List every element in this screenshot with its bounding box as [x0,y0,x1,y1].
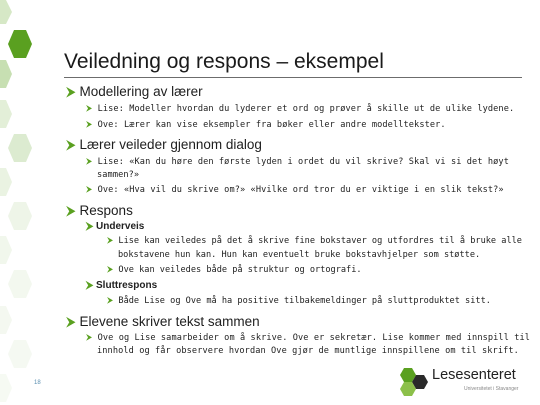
subsection-heading: Underveis [96,221,145,232]
page-number: 18 [34,380,41,386]
section-modellering [66,84,203,100]
list-item-text: Lise: «Kan du høre den første lyden i ordet du vil skrive? Skal vi si det høyt [97,157,509,167]
section-heading: Respons [79,203,133,218]
list-item-continuation: innhold og får observere hvordan Ove gjør de muntlige innspillene om til skrift. [97,346,519,356]
list-item [107,296,491,306]
section-heading: Lærer veileder gjennom dialog [79,137,262,152]
arrow-bullet-icon: ⮞ [86,104,93,114]
list-item-text: Lise: Modeller hvordan du lyderer et ord og prøver å skille ut de ulike lydene. [97,104,515,114]
subsection-sluttrespons [86,280,157,291]
list-item [86,104,514,114]
arrow-bullet-icon: ⮞ [107,296,114,306]
list-item-text: Ove og Lise samarbeider om å skrive. Ove er sekretær. Lise kommer med innspill til [97,333,531,343]
logo-name: Lesesenteret [432,367,516,383]
list-item-text: Både Lise og Ove må ha positive tilbakemeldinger på sluttproduktet sitt. [118,296,491,306]
arrow-bullet-icon: ⮞ [86,157,93,167]
list-item [86,157,509,167]
section-heading: Modellering av lærer [79,84,203,99]
arrow-bullet-icon: ⮞ [107,236,114,246]
list-item [107,265,362,275]
logo-subtitle: Universitetet i Stavanger [464,386,519,392]
arrow-bullet-icon: ⮞ [107,265,114,275]
lesesenteret-logo-icon [396,366,430,396]
arrow-bullet-icon: ⮞ [86,333,93,343]
list-item-continuation: sammen?» [97,170,140,180]
list-item-continuation: bokstavene hun kan. Hun kan eventuelt bruke bokstavhjelper som støtte. [118,250,481,260]
section-elevene [66,314,260,330]
hexagon-decoration [0,0,60,405]
arrow-bullet-icon: ⮞ [86,120,93,130]
section-heading: Elevene skriver tekst sammen [79,314,260,329]
lesesenteret-logo [396,364,526,400]
slide-title: Veiledning og respons – eksempel [64,50,384,73]
title-divider [64,77,522,78]
list-item-text: Ove kan veiledes både på struktur og ortografi. [118,265,362,275]
list-item [86,120,446,130]
arrow-bullet-icon: ⮞ [66,84,76,99]
subsection-underveis [86,221,144,232]
arrow-bullet-icon: ⮞ [86,221,94,232]
list-item-text: Ove: «Hva vil du skrive om?» «Hvilke ord tror du er viktige i en slik tekst?» [97,185,504,195]
arrow-bullet-icon: ⮞ [66,203,76,218]
arrow-bullet-icon: ⮞ [66,137,76,152]
arrow-bullet-icon: ⮞ [86,185,93,195]
list-item-text: Ove: Lærer kan vise eksempler fra bøker eller andre modelltekster. [97,120,446,130]
section-dialog [66,137,262,153]
list-item [86,333,530,343]
list-item-text: Lise kan veiledes på det å skrive fine bokstaver og utfordres til å bruke alle [118,236,522,246]
list-item [107,236,522,246]
arrow-bullet-icon: ⮞ [66,314,76,329]
list-item [86,185,504,195]
subsection-heading: Sluttrespons [96,280,158,291]
arrow-bullet-icon: ⮞ [86,280,94,291]
section-respons [66,203,133,219]
